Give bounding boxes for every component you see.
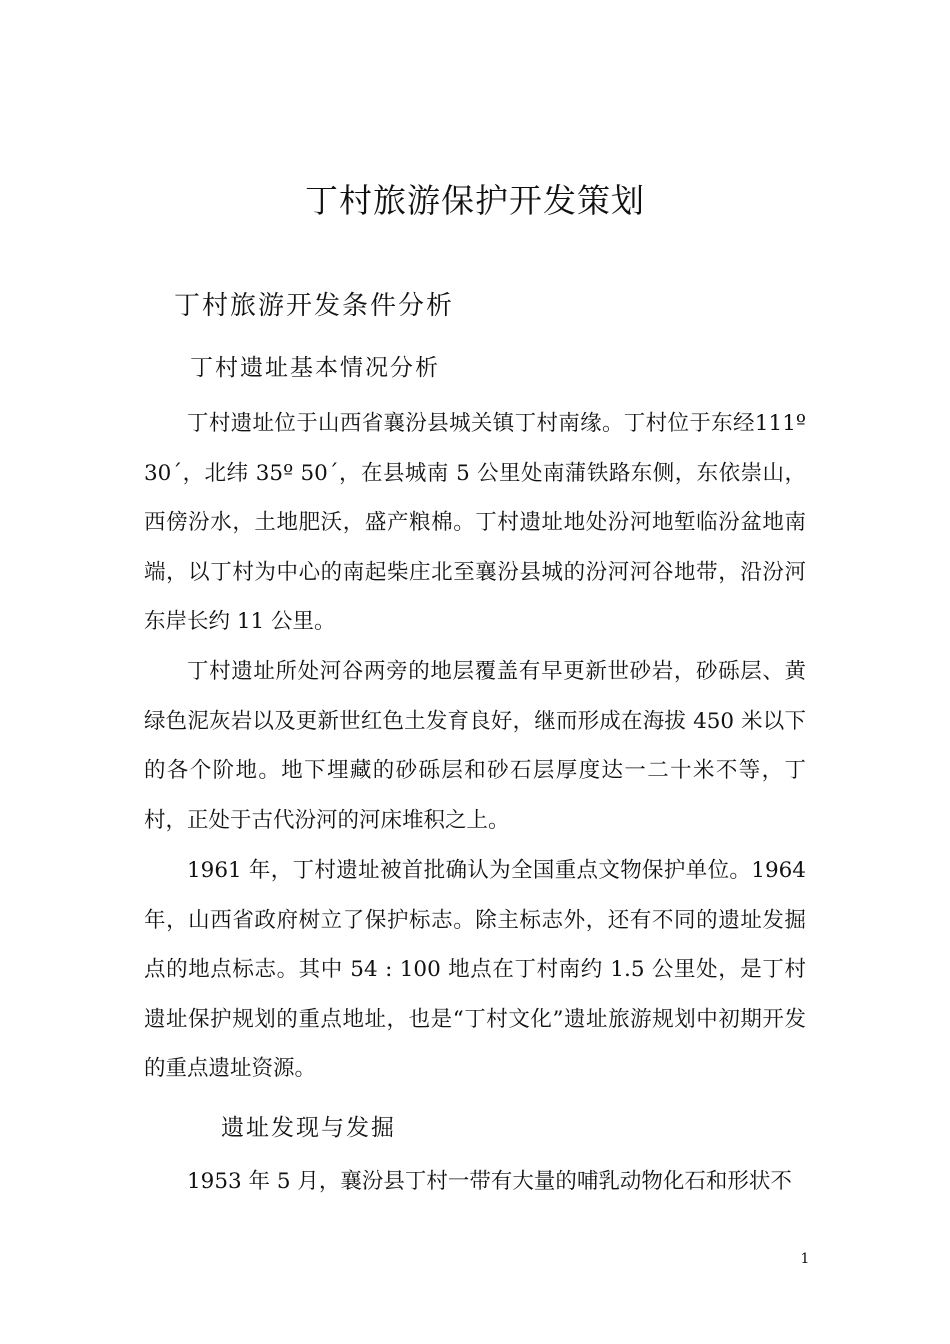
document-title: 丁村旅游保护开发策划 [305,181,645,220]
paragraph-location: 丁村遗址位于山西省襄汾县城关镇丁村南缘。丁村位于东经111º 30´，北纬 35º 50´，在县城南 5 公里处南蒲铁路东侧，东依崇山，西傍汾水，土地肥沃，盛产粮棉。丁村遗址地处汾河地堑临汾盆地南端，以丁村为中心的南起柴庄北至襄汾县城的汾河河谷地带，沿汾河东岸长约 11 公里。 [144,411,806,634]
subsection-heading-discovery: 遗址发现与发掘 [221,1115,396,1141]
paragraph-geology: 丁村遗址所处河谷两旁的地层覆盖有早更新世砂岩，砂砾层、黄绿色泥灰岩以及更新世红色土发育良好，继而形成在海拔 450 米以下的各个阶地。地下埋藏的砂砾层和砂石层厚度达一二十米不等，丁村，正处于古代汾河的河床堆积之上。 [144,659,806,833]
page-number: 1 [800,1251,810,1267]
paragraph-discovery: 1953 年 5 月，襄汾县丁村一带有大量的哺乳动物化石和形状不 [187,1169,792,1194]
subsection-heading: 丁村遗址基本情况分析 [190,355,440,381]
paragraph-protection: 1961 年，丁村遗址被首批确认为全国重点文物保护单位。1964 年，山西省政府树立了保护标志。除主标志外，还有不同的遗址发掘点的地点标志。其中 54 : 100 地点在丁村南约 1.5 公里处，是丁村遗址保护规划的重点地址，也是“丁村文化”遗址旅游规划中初期开发的重点遗址资源。 [144,858,806,1081]
section-heading: 丁村旅游开发条件分析 [174,291,455,321]
